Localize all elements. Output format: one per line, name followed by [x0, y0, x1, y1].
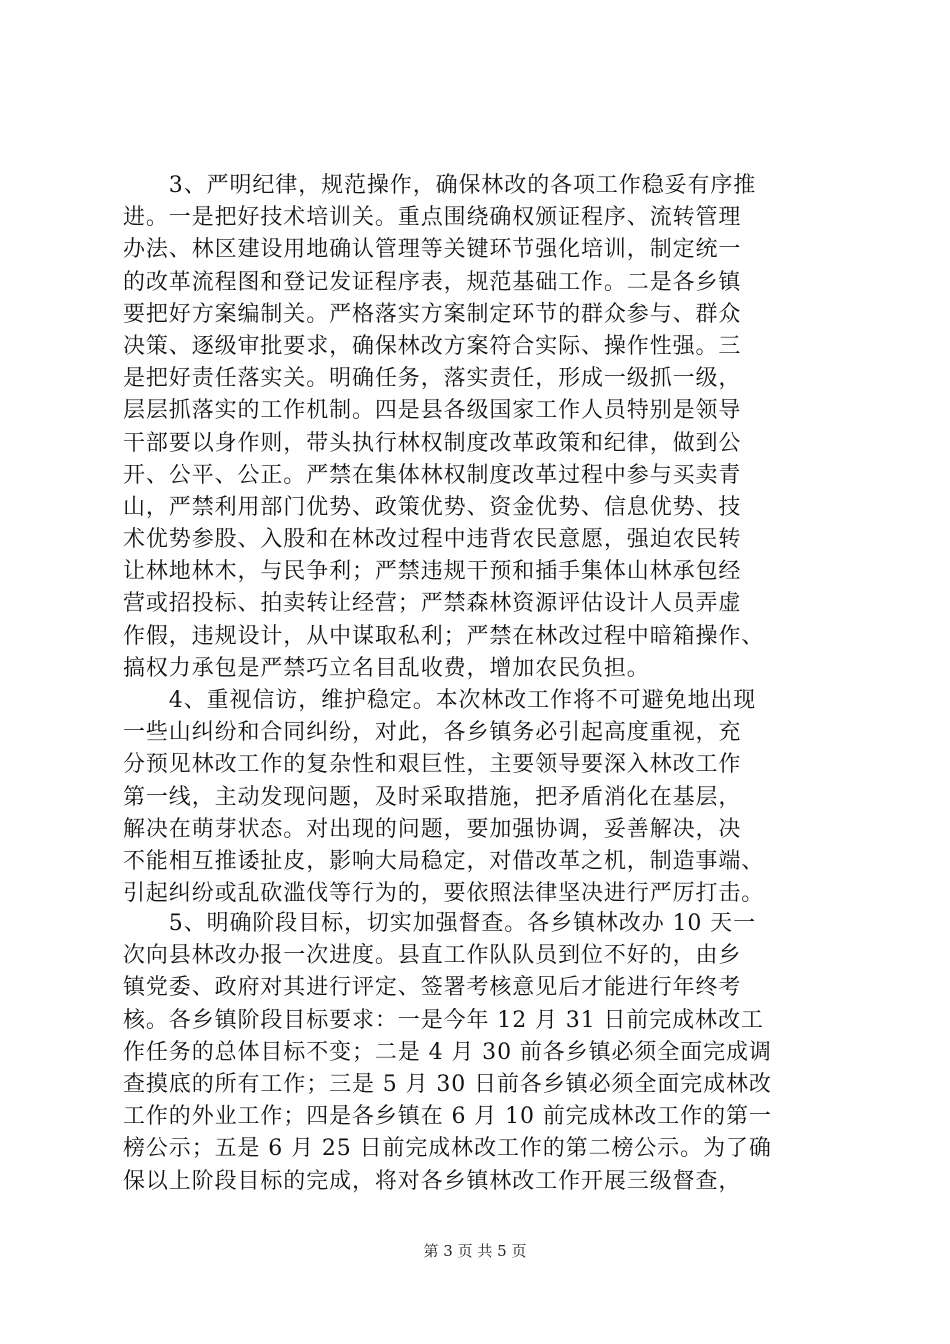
text-line: 不能相互推诿扯皮，影响大局稳定，对借改革之机，制造事端、 [123, 848, 765, 874]
text-line: 决策、逐级审批要求，确保林改方案符合实际、操作性强。三 [123, 333, 742, 359]
text-line: 第一线，主动发现问题，及时采取措施，把矛盾消化在基层， [123, 784, 742, 810]
text-line: 术优势参股、入股和在林改过程中违背农民意愿，强迫农民转 [123, 527, 742, 553]
text-line: 镇党委、政府对其进行评定、签署考核意见后才能进行年终考 [123, 975, 742, 1001]
text-line: 开、公平、公正。严禁在集体林权制度改革过程中参与买卖青 [123, 462, 742, 488]
text-line: 保以上阶段目标的完成，将对各乡镇林改工作开展三级督查， [123, 1168, 742, 1194]
page-footer [0, 1240, 950, 1261]
text-line: 层层抓落实的工作机制。四是县各级国家工作人员特别是领导 [123, 398, 742, 424]
text-line: 干部要以身作则，带头执行林权制度改革政策和纪律，做到公 [123, 430, 742, 456]
text-line: 山，严禁利用部门优势、政策优势、资金优势、信息优势、技 [123, 494, 742, 520]
text-line: 榜公示；五是 6 月 25 日前完成林改工作的第二榜公示。为了确 [123, 1136, 772, 1162]
text-line: 3、严明纪律，规范操作，确保林改的各项工作稳妥有序推 [123, 173, 757, 198]
text-line: 4、重视信访，维护稳定。本次林改工作将不可避免地出现 [123, 688, 757, 713]
text-line: 次向县林改办报一次进度。县直工作队队员到位不好的，由乡 [123, 943, 742, 969]
paragraph-5-stage-goals [123, 908, 843, 1198]
text-line: 办法、林区建设用地确认管理等关键环节强化培训，制定统一 [123, 237, 742, 263]
text-line: 搞权力承包是严禁巧立名目乱收费，增加农民负担。 [123, 655, 650, 681]
text-line: 引起纠纷或乱砍滥伐等行为的，要依照法律坚决进行严厉打击。 [123, 881, 765, 907]
text-line: 是把好责任落实关。明确任务，落实责任，形成一级抓一级， [123, 366, 742, 392]
text-line: 作任务的总体目标不变；二是 4 月 30 前各乡镇必须全面完成调 [123, 1039, 772, 1065]
text-line: 解决在萌芽状态。对出现的问题，要加强协调，妥善解决，决 [123, 816, 742, 842]
text-line: 要把好方案编制关。严格落实方案制定环节的群众参与、群众 [123, 301, 742, 327]
text-line: 作假，违规设计，从中谋取私利；严禁在林改过程中暗箱操作、 [123, 623, 765, 649]
text-line: 进。一是把好技术培训关。重点围绕确权颁证程序、流转管理 [123, 205, 742, 231]
text-line: 营或招投标、拍卖转让经营；严禁森林资源评估设计人员弄虚 [123, 591, 742, 617]
page-number-label: 第 3 页 共 5 页 [423, 1242, 527, 1260]
paragraph-3-discipline [123, 170, 843, 910]
text-line: 的改革流程图和登记发证程序表，规范基础工作。二是各乡镇 [123, 269, 742, 295]
text-line: 一些山纠纷和合同纠纷，对此，各乡镇务必引起高度重视，充 [123, 720, 742, 746]
text-line: 分预见林改工作的复杂性和艰巨性，主要领导要深入林改工作 [123, 752, 742, 778]
text-line: 工作的外业工作；四是各乡镇在 6 月 10 前完成林改工作的第一 [123, 1104, 772, 1130]
text-line: 查摸底的所有工作；三是 5 月 30 日前各乡镇必须全面完成林改 [123, 1071, 772, 1097]
text-line: 核。各乡镇阶段目标要求：一是今年 12 月 31 日前完成林改工 [123, 1007, 764, 1033]
text-line: 5、明确阶段目标，切实加强督查。各乡镇林改办 10 天一 [123, 911, 756, 936]
text-line: 让林地林木，与民争利；严禁违规干预和插手集体山林承包经 [123, 559, 742, 585]
